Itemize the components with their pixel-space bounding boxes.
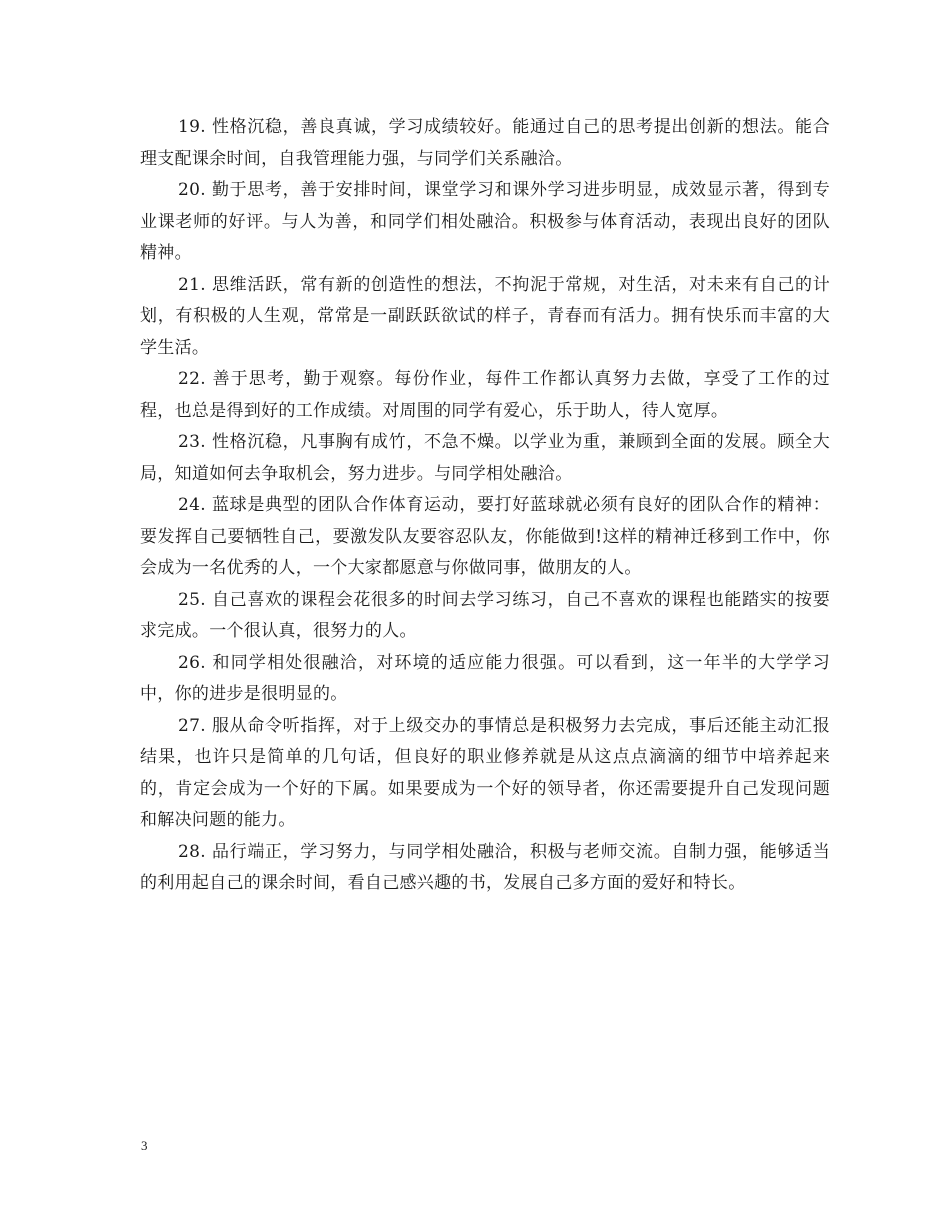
paragraph-21: 21. 思维活跃，常有新的创造性的想法，不拘泥于常规，对生活，对未来有自己的计划，有积极的人生观，常常是一副跃跃欲试的样子，青春而有活力。拥有快乐而丰富的大学生活。 (140, 274, 830, 358)
paragraph-19: 19. 性格沉稳，善良真诚，学习成绩较好。能通过自己的思考提出创新的想法。能合理支配课余时间，自我管理能力强，与同学们关系融洽。 (140, 117, 830, 169)
paragraph-26: 26. 和同学相处很融洽，对环境的适应能力很强。可以看到，这一年半的大学学习中，你的进步是很明显的。 (140, 652, 830, 704)
paragraph-27: 27. 服从命令听指挥，对于上级交办的事情总是积极努力去完成，事后还能主动汇报结果，也许只是简单的几句话，但良好的职业修养就是从这点点滴滴的细节中培养起来的，肯定会成为一个好的下属。如果要成为一个好的领导者，你还需要提升自己发现问题和解决问题的能力。 (140, 715, 830, 830)
paragraph-20: 20. 勤于思考，善于安排时间，课堂学习和课外学习进步明显，成效显示著，得到专业课老师的好评。与人为善，和同学们相处融洽。积极参与体育活动，表现出良好的团队精神。 (140, 180, 830, 263)
paragraph-23: 23. 性格沉稳，凡事胸有成竹，不急不燥。以学业为重，兼顾到全面的发展。顾全大局，知道如何去争取机会，努力进步。与同学相处融洽。 (140, 432, 830, 484)
paragraph-24: 24. 蓝球是典型的团队合作体育运动，要打好蓝球就必须有良好的团队合作的精神：要发挥自己要牺牲自己，要激发队友要容忍队友，你能做到!这样的精神迁移到工作中，你会成为一名优秀的人，一个大家都愿意与你做同事，做朋友的人。 (140, 495, 830, 578)
document-body (140, 112, 830, 900)
paragraph-25: 25. 自己喜欢的课程会花很多的时间去学习练习，自己不喜欢的课程也能踏实的按要求完成。一个很认真，很努力的人。 (140, 589, 830, 641)
paragraph-22: 22. 善于思考，勤于观察。每份作业，每件工作都认真努力去做，享受了工作的过程，也总是得到好的工作成绩。对周围的同学有爱心，乐于助人，待人宽厚。 (140, 369, 830, 421)
paragraph-28: 28. 品行端正，学习努力，与同学相处融洽，积极与老师交流。自制力强，能够适当的利用起自己的课余时间，看自己感兴趣的书，发展自己多方面的爱好和特长。 (140, 841, 830, 893)
page-number: 3 (141, 1138, 148, 1153)
